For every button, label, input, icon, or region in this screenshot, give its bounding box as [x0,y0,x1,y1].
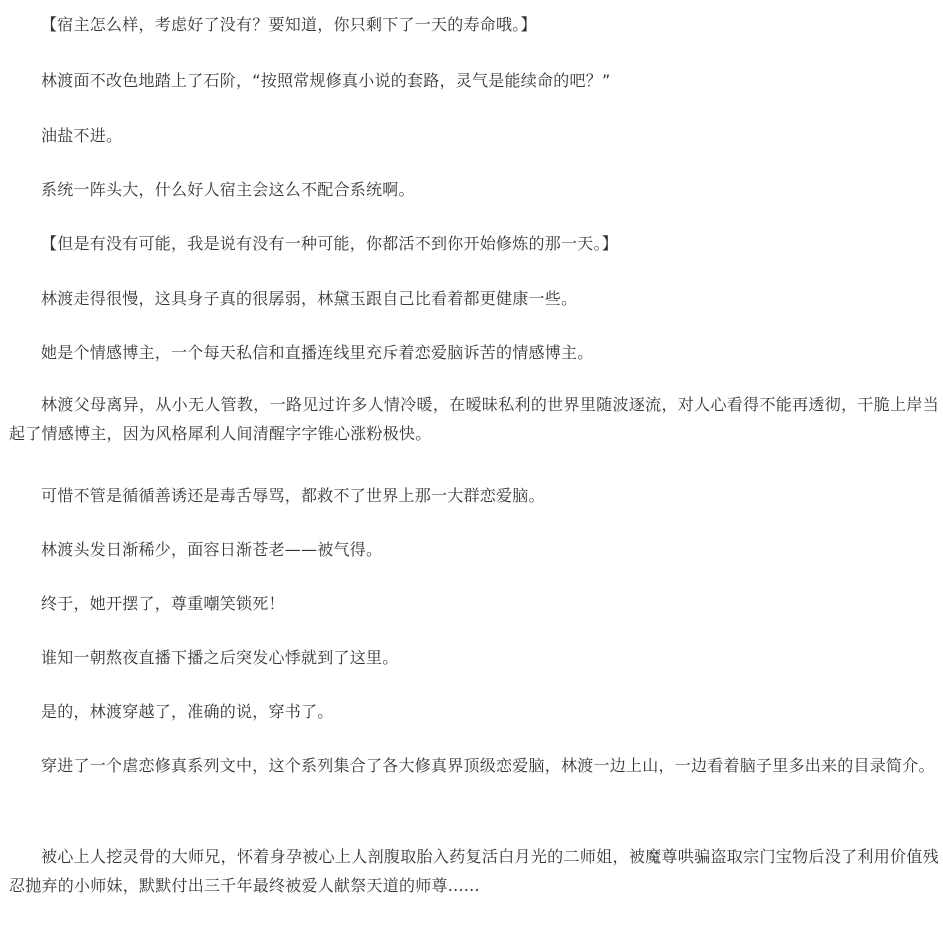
paragraph-7: 她是个情感博主，一个每天私信和直播连线里充斥着恋爱脑诉苦的情感博主。 [41,343,594,362]
paragraph-6: 林渡走得很慢，这具身子真的很孱弱，林黛玉跟自己比看着都更健康一些。 [41,289,578,308]
paragraph-13: 是的，林渡穿越了，准确的说，穿书了。 [41,702,334,721]
paragraph-2: 林渡面不改色地踏上了石阶，“按照常规修真小说的套路，灵气是能续命的吧？” [41,71,611,90]
paragraph-12: 谁知一朝熬夜直播下播之后突发心悸就到了这里。 [41,648,399,667]
paragraph-5: 【但是有没有可能，我是说有没有一种可能，你都活不到你开始修炼的那一天。】 [41,234,619,253]
paragraph-1: 【宿主怎么样，考虑好了没有？要知道，你只剩下了一天的寿命哦。】 [41,15,537,34]
paragraph-11: 终于，她开摆了，尊重嘲笑锁死！ [41,594,285,613]
paragraph-15: 被心上人挖灵骨的大师兄，怀着身孕被心上人剖腹取胎入药复活白月光的二师姐，被魔尊哄骗盗取宗门宝物后没了利用价值残忍抛弃的小师妹，默默付出三千年最终被爱人献祭天道的师尊...... [9,847,939,896]
paragraph-9: 可惜不管是循循善诱还是毒舌辱骂，都救不了世界上那一大群恋爱脑。 [41,486,545,505]
paragraph-10: 林渡头发日渐稀少，面容日渐苍老——被气得。 [41,540,383,559]
paragraph-3: 油盐不进。 [41,126,123,145]
paragraph-8: 林渡父母离异，从小无人管教，一路见过许多人情冷暖，在暧昧私利的世界里随波逐流，对人心看得不能再透彻，干脆上岸当起了情感博主，因为风格犀利人间清醒字字锥心涨粉极快。 [9,395,939,444]
paragraph-14: 穿进了一个虐恋修真系列文中，这个系列集合了各大修真界顶级恋爱脑，林渡一边上山，一边看着脑子里多出来的目录简介。 [41,756,935,775]
paragraph-4: 系统一阵头大，什么好人宿主会这么不配合系统啊。 [41,180,415,199]
